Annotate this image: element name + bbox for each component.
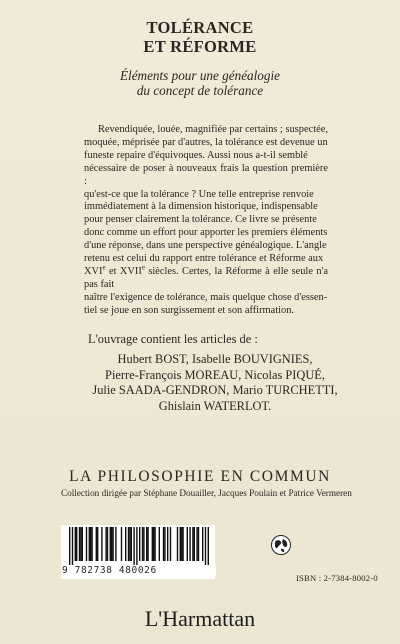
barcode-bar <box>121 527 122 561</box>
barcode-bar <box>202 527 203 561</box>
barcode-bar <box>79 527 80 561</box>
body-line: donc comme un effort pour apporter les premiers éléments <box>84 227 328 239</box>
barcode-bar <box>187 527 188 561</box>
body-line: qu'est-ce que la tolérance ? Une telle entreprise renvoie <box>84 188 314 200</box>
body-line: funeste repaire d'équivoques. Aussi nous a-t-il semblé <box>84 149 308 161</box>
barcode-bar <box>180 527 181 561</box>
barcode-bar <box>133 527 134 565</box>
publisher-name: Harmattan <box>162 606 256 631</box>
authors-line: Ghislain WATERLOT. <box>158 398 272 413</box>
authors-line: Pierre-François MOREAU, Nicolas PIQUÉ, <box>105 367 325 382</box>
barcode-bar <box>115 527 116 561</box>
barcode-bar <box>146 527 147 561</box>
barcode-bar <box>89 527 90 561</box>
barcode-bar <box>82 527 83 561</box>
body-line-centuries <box>84 263 329 292</box>
barcode-bar <box>181 527 182 561</box>
barcode-bar <box>142 527 143 561</box>
series-title: LA PHILOSOPHIE EN COMMUN <box>69 468 331 485</box>
century-join: et <box>105 265 120 277</box>
articles-intro: L'ouvrage contient les articles de : <box>88 332 258 346</box>
subtitle-line-1: Éléments pour une généalogie <box>119 68 281 83</box>
barcode-bar <box>163 527 164 561</box>
century-sup: e <box>141 263 145 272</box>
body-line: naître l'exigence de tolérance, mais quelque chose d'essen- <box>84 291 328 303</box>
barcode-bar <box>131 527 132 561</box>
century-17: XVII <box>119 265 142 277</box>
barcode-bar <box>75 527 76 561</box>
barcode-bar <box>72 527 73 565</box>
barcode-bar <box>152 527 153 561</box>
barcode-bar <box>80 527 81 561</box>
barcode-bar <box>147 527 148 561</box>
book-subtitle <box>0 68 400 98</box>
barcode-bar <box>110 527 111 561</box>
authors-list <box>70 352 360 414</box>
barcode-bar <box>101 527 102 561</box>
authors-line: Julie SAADA-GENDRON, Mario TURCHETTI, <box>92 383 338 398</box>
body-line: d'une réponse, dans une perspective généalogique. L'angle <box>84 240 327 252</box>
barcode-bar <box>164 527 165 561</box>
barcode-bar <box>125 527 126 561</box>
barcode-bar <box>170 527 171 561</box>
barcode-bar <box>159 527 160 561</box>
barcode-bar <box>112 527 113 561</box>
barcode-bar <box>139 527 140 561</box>
subtitle-line-2: du concept de tolérance <box>136 83 264 98</box>
barcode-bar <box>143 527 144 561</box>
publisher-logo <box>0 606 400 632</box>
body-line: tiel se joue en son surgissement et son affirmation. <box>84 304 294 316</box>
authors-line: Hubert BOST, Isabelle BOUVIGNIES, <box>117 352 313 366</box>
isbn-number: ISBN : 2-7384-8002-0 <box>296 573 378 583</box>
body-line: retenu est celui du rapport entre tolérance et Réforme aux <box>84 253 324 265</box>
barcode-bar <box>153 527 154 561</box>
barcode-bar <box>111 527 112 561</box>
body-line: siècles. Certes, la Réforme à elle seule n'a pas fait <box>84 265 329 290</box>
barcode-bar <box>128 527 129 561</box>
barcode-bar <box>154 527 155 561</box>
barcode-digits: 9 782738 480026 <box>62 565 216 576</box>
description-text <box>84 124 328 318</box>
barcode-bar <box>205 527 206 565</box>
body-line: pour penser clairement la tolérance. Ce livre se présente <box>84 214 317 226</box>
barcode-bar <box>192 527 193 561</box>
barcode-bar <box>105 527 106 561</box>
barcode-bars <box>61 525 215 565</box>
title-line-1: TOLÉRANCE <box>146 18 254 37</box>
barcode-bar <box>167 527 168 561</box>
body-line: Revendiquée, louée, magnifiée par certains ; suspectée, <box>98 124 328 135</box>
century-sup: e <box>102 263 106 272</box>
barcode-bar <box>198 527 199 561</box>
collection-directors: Collection dirigée par Stéphane Douailler, Jacques Poulain et Patrice Vermeren <box>61 488 352 498</box>
barcode-bar <box>107 527 108 561</box>
barcode-bar <box>136 527 137 565</box>
barcode-bar <box>189 527 190 561</box>
globe-icon <box>271 535 291 555</box>
barcode-bar <box>196 527 197 561</box>
barcode-bar <box>69 527 70 565</box>
body-line: moquée, méprisée par d'autres, la tolérance est devenue un <box>84 136 328 148</box>
body-line: immédiatement à la dimension historique, indispensable <box>84 201 318 213</box>
barcode-bar <box>182 527 183 561</box>
title-line-2: ET RÉFORME <box>143 37 257 56</box>
century-16: XVI <box>84 265 103 277</box>
barcode-bar <box>129 527 130 561</box>
barcode-bar <box>91 527 92 561</box>
book-title <box>0 18 400 56</box>
body-line: nécessaire de poser à nouveaux frais la question première : <box>84 162 328 187</box>
barcode-bar <box>177 527 178 561</box>
barcode-bar <box>194 527 195 561</box>
barcode-bar <box>97 527 98 561</box>
barcode-bar <box>90 527 91 561</box>
publisher-prefix: L' <box>144 606 163 631</box>
barcode-bar <box>96 527 97 561</box>
barcode-bar <box>86 527 87 561</box>
barcode-bar <box>208 527 209 565</box>
barcode-bar <box>76 527 77 561</box>
